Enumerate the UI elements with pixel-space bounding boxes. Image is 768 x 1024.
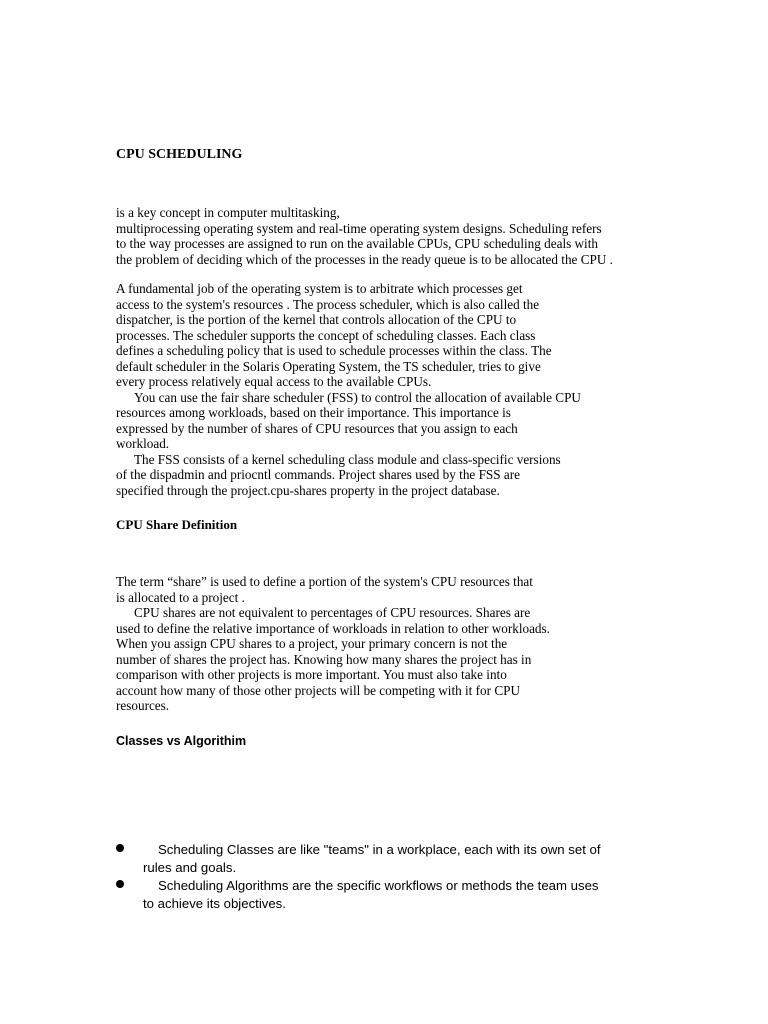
section-heading-classes-vs-algorithim: Classes vs Algorithim — [116, 734, 247, 748]
text-line: processes. The scheduler supports the concept of scheduling classes. Each class — [116, 327, 536, 343]
text-line: dispatcher, is the portion of the kernel that controls allocation of the CPU to — [116, 312, 517, 327]
text-line: comparison with other projects is more important. You must also take into — [116, 667, 507, 682]
text-line: resources among workloads, based on their importance. This importance is — [116, 405, 511, 420]
text-line: account how many of those other projects will be competing with it for CPU — [116, 682, 520, 698]
text-line: resources. — [116, 698, 170, 713]
text-line: CPU shares are not equivalent to percentages of CPU resources. Shares are — [134, 605, 531, 620]
text-line: When you assign CPU shares to a project, your primary concern is not the — [116, 636, 508, 651]
bullet-icon — [116, 844, 124, 852]
bullet-text: Scheduling Algorithms are the specific workflows or methods the team uses — [158, 878, 599, 893]
text-line: to the way processes are assigned to run on the available CPUs, CPU scheduling deals with — [116, 236, 598, 251]
text-line: of the dispadmin and priocntl commands. Project shares used by the FSS are — [116, 467, 520, 482]
text-line: number of shares the project has. Knowing how many shares the project has in — [116, 651, 532, 667]
text-line: multiprocessing operating system and real-time operating system designs. Scheduling refers — [116, 220, 602, 236]
text-line: You can use the fair share scheduler (FSS) to control the allocation of available CPU — [134, 389, 581, 405]
list-item — [116, 877, 676, 913]
text-line: A fundamental job of the operating system is to arbitrate which processes get — [116, 281, 523, 296]
text-line: workload. — [116, 436, 170, 451]
scheduler-paragraph — [116, 281, 676, 498]
text-line: access to the system's resources . The process scheduler, which is also called the — [116, 296, 540, 312]
bullet-list — [116, 841, 676, 913]
text-line: The term “share” is used to define a portion of the system's CPU resources that — [116, 574, 533, 589]
section-heading-cpu-scheduling: CPU SCHEDULING — [116, 147, 243, 162]
text-line: is allocated to a project . — [116, 589, 245, 605]
text-line: every process relatively equal access to the available CPUs. — [116, 374, 432, 389]
section-heading-cpu-share-definition: CPU Share Definition — [116, 517, 238, 532]
text-line: the problem of deciding which of the processes in the ready queue is to be allocated the CPU . — [116, 251, 613, 267]
bullet-text: Scheduling Classes are like "teams" in a workplace, each with its own set of — [158, 842, 601, 857]
text-line: is a key concept in computer multitasking, — [116, 205, 340, 220]
intro-paragraph — [116, 205, 676, 267]
bullet-text: to achieve its objectives. — [143, 896, 286, 911]
share-definition-paragraph — [116, 574, 676, 714]
text-line: defines a scheduling policy that is used to schedule processes within the class. The — [116, 343, 552, 358]
text-line: default scheduler in the Solaris Operating System, the TS scheduler, tries to give — [116, 358, 541, 374]
text-line: expressed by the number of shares of CPU resources that you assign to each — [116, 420, 518, 436]
list-item — [116, 841, 676, 877]
bullet-icon — [116, 880, 124, 888]
bullet-text: rules and goals. — [143, 860, 237, 875]
text-line: specified through the project.cpu-shares property in the project database. — [116, 482, 500, 498]
text-line: The FSS consists of a kernel scheduling class module and class-specific versions — [134, 451, 561, 467]
text-line: used to define the relative importance of workloads in relation to other workloads. — [116, 620, 550, 636]
